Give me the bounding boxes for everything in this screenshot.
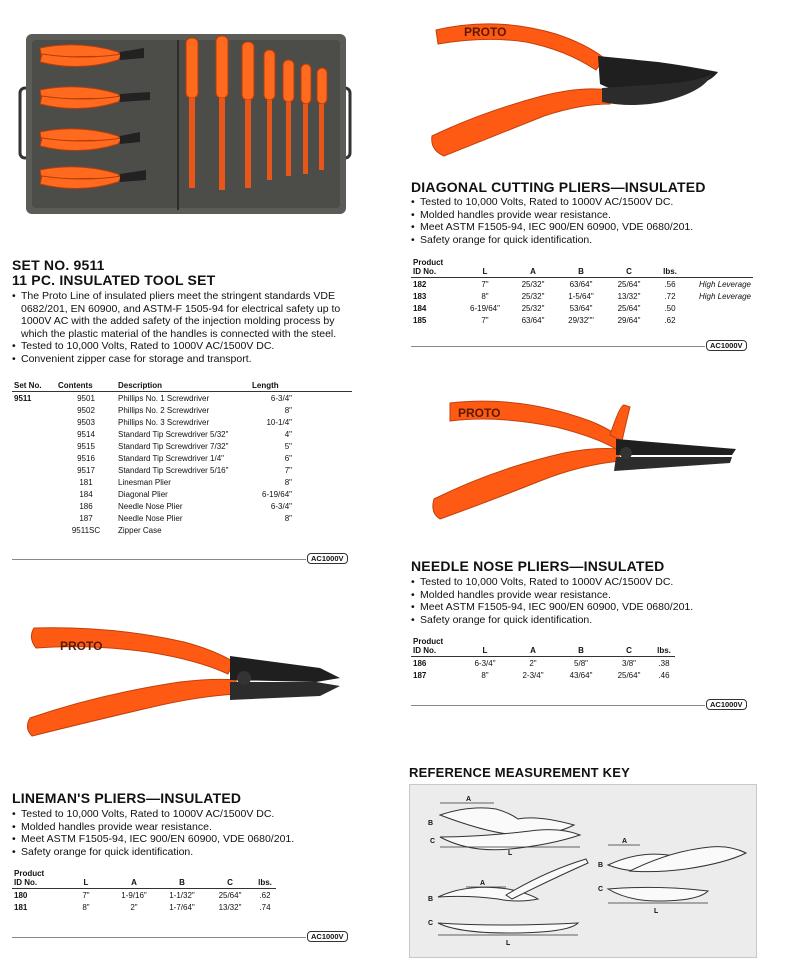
table-row <box>12 524 352 536</box>
dimension-label: L <box>654 908 659 915</box>
contents-cell: 187 <box>79 513 93 523</box>
table-row <box>12 440 352 452</box>
diagonal-heading: DIAGONAL CUTTING PLIERS—INSULATED <box>411 179 706 195</box>
contents-cell: 9516 <box>77 453 95 463</box>
list-item: • Convenient zipper case for storage and transport. <box>12 353 352 366</box>
needle-nose-spec-table <box>411 637 675 681</box>
brand-logo: PROTO <box>464 25 507 39</box>
dimension-c-cell: 3/8" <box>622 658 636 668</box>
table-row <box>12 464 352 476</box>
brand-logo: PROTO <box>458 406 501 420</box>
length-cell: 6-19/64" <box>470 303 500 313</box>
length-cell: 6-3/4" <box>270 393 292 403</box>
column-header: A <box>131 878 137 887</box>
length-cell: 7" <box>481 279 489 289</box>
needle-nose-heading: NEEDLE NOSE PLIERS—INSULATED <box>411 558 665 574</box>
list-item: • Meet ASTM F1505-94, IEC 900/EN 60900, VDE 0680/201. <box>411 221 791 234</box>
column-header: Description <box>118 381 163 390</box>
description-cell: Needle Nose Plier <box>118 501 183 511</box>
list-item: • Safety orange for quick identification. <box>411 234 791 247</box>
table-row <box>12 404 352 416</box>
dimension-c-cell: 29/64" <box>617 315 641 325</box>
table-row <box>12 476 352 488</box>
dimension-b-cell: 53/64" <box>569 303 593 313</box>
weight-cell: .62 <box>259 890 271 900</box>
contents-cell: 9503 <box>77 417 95 427</box>
list-item: • Molded handles provide wear resistance. <box>411 589 791 602</box>
length-cell <box>250 524 352 536</box>
set-contents-table <box>12 378 352 536</box>
dimension-label: L <box>506 940 511 947</box>
column-header: B <box>578 267 584 276</box>
dimension-b-cell: 63/64" <box>569 279 593 289</box>
list-item: • Meet ASTM F1505-94, IEC 900/EN 60900, VDE 0680/201. <box>12 833 392 846</box>
dimension-c-cell: 13/32" <box>218 902 242 912</box>
list-item: • Tested to 10,000 Volts, Rated to 1000V AC/1500V DC. <box>12 808 392 821</box>
product-id-cell: 185 <box>413 315 427 325</box>
contents-cell: 181 <box>79 477 93 487</box>
dimension-label: A <box>480 880 486 887</box>
table-row <box>411 290 753 302</box>
column-header: C <box>626 267 632 276</box>
product-id-cell: 180 <box>14 890 28 900</box>
note-cell: High Leverage <box>698 291 751 301</box>
tool-set-case-image <box>18 30 354 216</box>
length-cell: 8" <box>284 513 292 523</box>
column-header: lbs. <box>663 267 677 276</box>
column-header: Contents <box>58 381 93 390</box>
column-header: C <box>626 646 632 655</box>
set-bullet-list <box>12 290 352 366</box>
length-cell: 6-19/64" <box>262 489 292 499</box>
weight-cell: .38 <box>658 658 670 668</box>
weight-cell: .50 <box>664 303 676 313</box>
table-row <box>12 452 352 464</box>
description-cell: Linesman Plier <box>118 477 171 487</box>
diagonal-pliers-image <box>424 8 734 178</box>
dimension-a-cell: 2" <box>529 658 537 668</box>
dimension-b-cell: 1-5/64" <box>568 291 594 301</box>
length-cell: 5" <box>284 441 292 451</box>
length-cell: 7" <box>481 315 489 325</box>
description-cell: Diagonal Plier <box>118 489 168 499</box>
divider <box>411 346 705 347</box>
list-item: • Tested to 10,000 Volts, Rated to 1000V AC/1500V DC. <box>411 576 791 589</box>
divider <box>411 705 705 706</box>
rating-badge: AC1000V <box>307 553 348 564</box>
table-row <box>411 657 675 670</box>
product-id-cell: 181 <box>14 902 28 912</box>
product-id-cell: 186 <box>413 658 427 668</box>
lineman-spec-table <box>12 869 276 913</box>
dimension-a-cell: 63/64" <box>521 315 545 325</box>
dimension-b-cell: 43/64" <box>569 670 593 680</box>
description-cell: Standard Tip Screwdriver 5/32" <box>118 429 229 439</box>
description-cell: Needle Nose Plier <box>118 513 183 523</box>
rating-badge: AC1000V <box>706 340 747 351</box>
length-cell: 8" <box>82 902 90 912</box>
dimension-b-cell: 5/8" <box>574 658 588 668</box>
note-cell <box>687 302 753 314</box>
dimension-c-cell: 25/64" <box>218 890 242 900</box>
list-item: • Molded handles provide wear resistance. <box>12 821 392 834</box>
table-row <box>12 416 352 428</box>
length-cell: 6-3/4" <box>270 501 292 511</box>
description-cell: Zipper Case <box>118 525 162 535</box>
dimension-a-cell: 25/32" <box>521 291 545 301</box>
reference-heading: REFERENCE MEASUREMENT KEY <box>409 765 630 780</box>
column-header: L <box>482 267 488 276</box>
length-cell: 8" <box>284 477 292 487</box>
rating-badge: AC1000V <box>307 931 348 942</box>
diagonal-bullet-list <box>411 196 791 246</box>
dimension-a-cell: 2-3/4" <box>522 670 544 680</box>
contents-cell: 186 <box>79 501 93 511</box>
rating-badge: AC1000V <box>706 699 747 710</box>
column-header: L <box>482 646 488 655</box>
table-row <box>12 488 352 500</box>
set-title-heading: 11 PC. INSULATED TOOL SET <box>12 272 216 288</box>
dimension-c-cell: 25/64" <box>617 303 641 313</box>
dimension-label: B <box>598 862 604 869</box>
table-row <box>12 512 352 524</box>
needle-nose-pliers-image <box>430 395 742 525</box>
dimension-a-cell: 2" <box>130 902 138 912</box>
dimension-b-cell: 1-1/32" <box>169 890 195 900</box>
length-cell: 7" <box>284 465 292 475</box>
table-row <box>411 278 753 291</box>
description-cell: Phillips No. 1 Screwdriver <box>118 393 210 403</box>
column-header: Length <box>252 381 279 390</box>
column-header: Product ID No. <box>413 258 444 276</box>
length-cell: 6-3/4" <box>474 658 496 668</box>
contents-cell: 184 <box>79 489 93 499</box>
dimension-b-cell: 29/32"" <box>568 315 594 325</box>
dimension-label: A <box>622 838 628 845</box>
dimension-a-cell: 1-9/16" <box>121 890 147 900</box>
description-cell: Standard Tip Screwdriver 7/32" <box>118 441 229 451</box>
dimension-label: B <box>428 820 434 827</box>
column-header: lbs. <box>258 878 272 887</box>
product-id-cell: 182 <box>413 279 427 289</box>
weight-cell: .72 <box>664 291 676 301</box>
table-row <box>12 500 352 512</box>
weight-cell: .46 <box>658 670 670 680</box>
list-item: • Safety orange for quick identification. <box>12 846 392 859</box>
dimension-label: B <box>428 896 434 903</box>
note-cell <box>687 314 753 326</box>
dimension-c-cell: 25/64" <box>617 670 641 680</box>
lineman-heading: LINEMAN'S PLIERS—INSULATED <box>12 790 242 806</box>
lineman-pliers-image <box>24 622 354 742</box>
contents-cell: 9511SC <box>71 525 101 535</box>
table-row <box>12 889 276 902</box>
list-item: • Molded handles provide wear resistance. <box>411 209 791 222</box>
column-header: B <box>179 878 185 887</box>
length-cell: 10-1/4" <box>266 417 292 427</box>
divider <box>12 559 306 560</box>
note-cell: High Leverage <box>698 279 751 289</box>
column-header: C <box>227 878 233 887</box>
length-cell: 8" <box>481 670 489 680</box>
product-id-cell: 184 <box>413 303 427 313</box>
table-row <box>411 314 753 326</box>
column-header: lbs. <box>657 646 671 655</box>
table-row <box>411 302 753 314</box>
description-cell: Phillips No. 3 Screwdriver <box>118 417 210 427</box>
divider <box>12 937 306 938</box>
table-row <box>12 901 276 913</box>
dimension-label: L <box>508 850 513 857</box>
column-header: L <box>83 878 89 887</box>
list-item: • The Proto Line of insulated pliers meet the stringent standards VDE 0682/201, EN 60900, and ASTM-F 1505-94 for electrical safety up to 1000V AC with the added safety of the injection molding process by which the plastic material of the handles is connected with the steel. <box>12 290 352 340</box>
set-number-cell: 9511 <box>14 393 32 403</box>
column-header: B <box>578 646 584 655</box>
dimension-label: C <box>428 920 434 927</box>
contents-cell: 9502 <box>77 405 95 415</box>
reference-key-panel <box>409 784 757 958</box>
column-header: Product ID No. <box>14 869 45 887</box>
needle-nose-bullet-list <box>411 576 791 626</box>
description-cell: Standard Tip Screwdriver 1/4" <box>118 453 224 463</box>
product-id-cell: 187 <box>413 670 427 680</box>
contents-cell: 9501 <box>77 393 95 403</box>
dimension-c-cell: 25/64" <box>617 279 641 289</box>
dimension-c-cell: 13/32" <box>617 291 641 301</box>
dimension-b-cell: 1-7/64" <box>169 902 195 912</box>
contents-cell: 9514 <box>77 429 95 439</box>
length-cell: 4" <box>284 429 292 439</box>
brand-logo: PROTO <box>60 639 103 653</box>
column-header: A <box>530 646 536 655</box>
dimension-label: C <box>430 838 436 845</box>
diagonal-spec-table <box>411 258 753 326</box>
dimension-label: C <box>598 886 604 893</box>
length-cell: 8" <box>284 405 292 415</box>
dimension-label: A <box>466 796 472 803</box>
list-item: • Meet ASTM F1505-94, IEC 900/EN 60900, VDE 0680/201. <box>411 601 791 614</box>
length-cell: 6" <box>284 453 292 463</box>
dimension-a-cell: 25/32" <box>521 279 545 289</box>
lineman-bullet-list <box>12 808 392 858</box>
length-cell: 7" <box>82 890 90 900</box>
weight-cell: .74 <box>259 902 271 912</box>
weight-cell: .56 <box>664 279 676 289</box>
list-item: • Tested to 10,000 Volts, Rated to 1000V AC/1500V DC. <box>12 340 352 353</box>
table-row <box>12 428 352 440</box>
dimension-a-cell: 25/32" <box>521 303 545 313</box>
product-id-cell: 183 <box>413 291 427 301</box>
table-row <box>411 669 675 681</box>
contents-cell: 9515 <box>77 441 95 451</box>
column-header: A <box>530 267 536 276</box>
list-item: • Tested to 10,000 Volts, Rated to 1000V AC/1500V DC. <box>411 196 791 209</box>
list-item: • Safety orange for quick identification. <box>411 614 791 627</box>
table-row <box>12 392 352 405</box>
length-cell: 8" <box>481 291 489 301</box>
set-number-heading: SET NO. 9511 <box>12 257 105 273</box>
column-header: Set No. <box>14 381 42 390</box>
description-cell: Phillips No. 2 Screwdriver <box>118 405 210 415</box>
description-cell: Standard Tip Screwdriver 5/16" <box>118 465 229 475</box>
column-header: Product ID No. <box>413 637 444 655</box>
contents-cell: 9517 <box>77 465 95 475</box>
weight-cell: .62 <box>664 315 676 325</box>
